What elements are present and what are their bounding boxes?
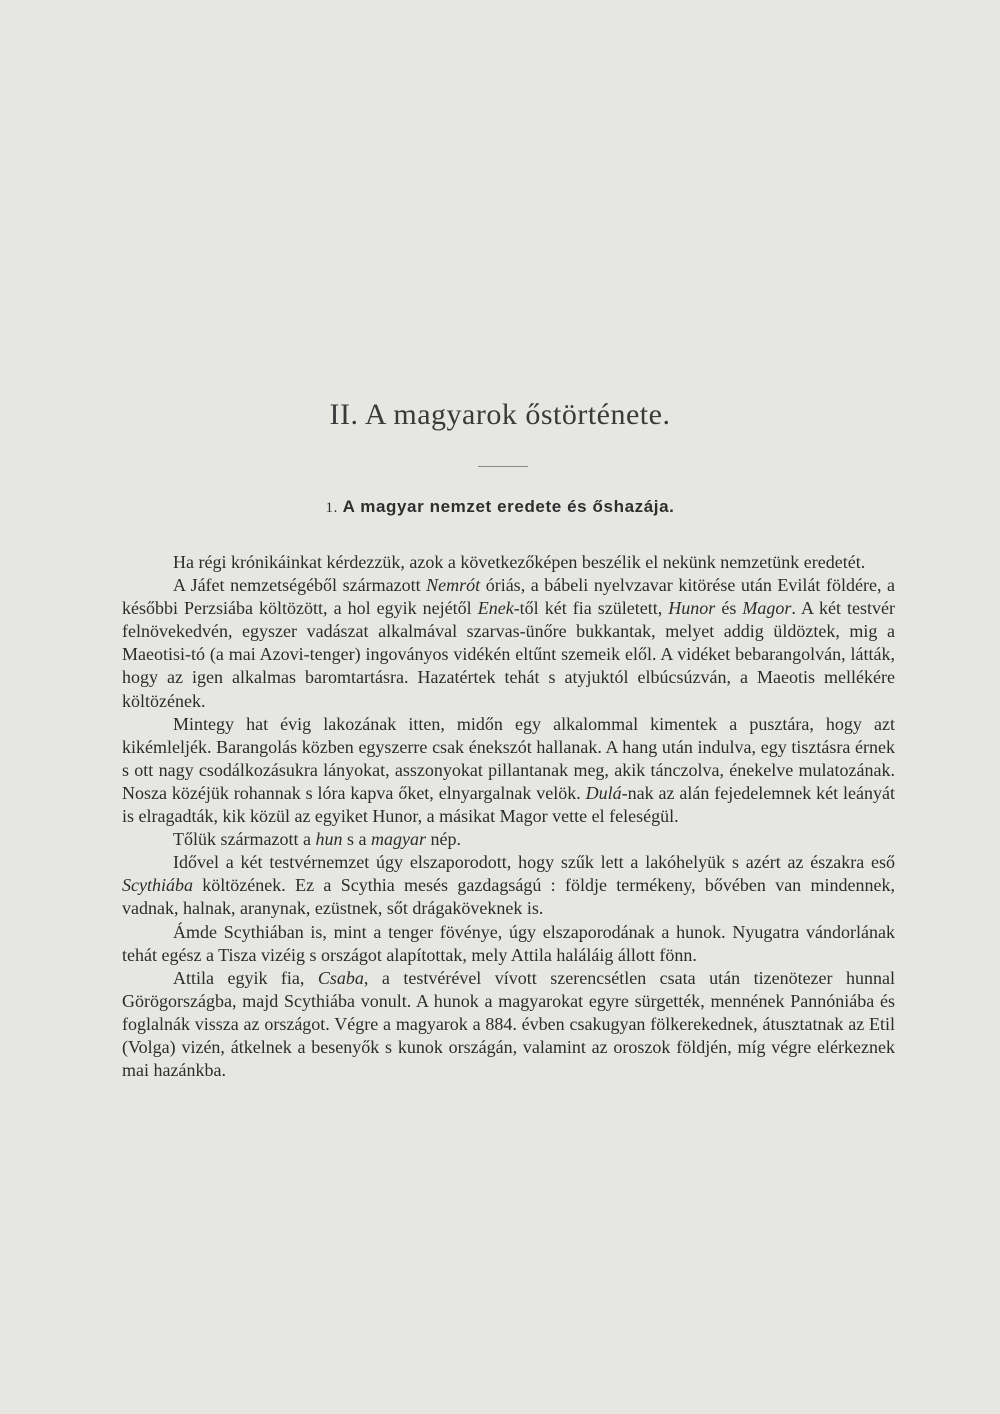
paragraph: [122, 828, 895, 851]
paragraph: [122, 967, 895, 1082]
italic-term: Hunor: [668, 598, 716, 619]
italic-term: Csaba: [317, 967, 364, 988]
text-run: Attila egyik fia,: [173, 967, 318, 988]
italic-term: Scythiába: [122, 875, 193, 896]
italic-term: Nemrót: [426, 575, 481, 596]
italic-term: hun: [315, 829, 343, 850]
italic-term: Enek: [477, 598, 514, 619]
text-run: s a: [342, 829, 371, 850]
text-run: A Jáfet nemzetségéből származott: [173, 575, 427, 596]
text-run: Mintegy hat évig lakozának itten, midőn egy alkalommal kimentek a pusztára, hogy azt kikémleljék. Barangolás közben egyszerre csak énekszót hallanak. A hang után indulva, egy tisztásra érnek s ott nagy csodálkozásukra lányokat, asszonyokat pillantanak meg, akik tánczolva, énekelve mulatozának. Nosza közéjük rohannak s lóra kapva őket, elnyargalnak velök.: [122, 713, 895, 803]
text-run: óriás, a bábeli nyelvzavar kitörése után Evilát földére, a későbbi Perzsiába költözött, a hol egyik nejétől: [122, 575, 895, 619]
text-run: nép.: [425, 829, 461, 850]
text-run: Idővel a két testvérnemzet úgy elszaporodott, hogy szűk lett a lakóhelyük s azért az északra eső: [173, 852, 895, 873]
italic-term: magyar: [370, 829, 426, 850]
title-divider: [478, 466, 528, 467]
italic-term: Dulá: [585, 782, 622, 803]
paragraph: [122, 921, 895, 967]
text-run: költözének. Ez a Scythia mesés gazdagságú : földje termékeny, bővében van mindennek, vadnak, halnak, aranynak, ezüstnek, sőt drágaköveknek is.: [122, 875, 895, 919]
section-title: A magyar nemzet eredete és őshazája.: [342, 497, 675, 516]
paragraph: [122, 851, 895, 920]
text-run: -nak az alán fejedelemnek két leányát is elragadták, kik közül az egyiket Hunor, a másikat Magor vette el feleségül.: [122, 782, 895, 827]
body-text: [122, 551, 895, 1082]
text-run: , a testvérével vívott szerencsétlen csata után tizenötezer hunnal Görögországba, majd Scythiába vonult. A hunok a magyarokat egyre sürgették, mennének Pannóniába és foglalnák vissza az országot. Végre a magyarok a 884. évben csakugyan fölkerekednek, átusztatnak az Etil (Volga) vizén, átkelnek a besenyők s kunok országán, valamint az oroszok földjén, míg végre elérkeznek mai hazánkba.: [122, 967, 895, 1081]
text-run: Tőlük származott a: [173, 829, 316, 850]
text-run: és: [715, 598, 743, 619]
section-number: 1.: [325, 500, 338, 516]
text-run: . A két testvér felnövekedvén, egyszer vadászat alkalmával szarvas-ünőre bukkantak, melyet addig üldöztek, mig a Maeotisi-tó (a mai Azovi-tenger) ingoványos vidékén eltűnt szemeik elől. A vidéket bebarangolván, látták, hogy az igen alkalmas baromtartásra. Hazatértek tehát s atyjuktól elbúcsúzván, a Maeotis mellékére költözének.: [122, 598, 895, 711]
section-heading: [0, 497, 1000, 517]
text-run: -től két fia született,: [513, 598, 669, 619]
chapter-title: II. A magyarok őstörténete.: [329, 398, 671, 431]
paragraph: [122, 574, 895, 713]
text-run: Ámde Scythiában is, mint a tenger fövénye, úgy elszaporodának a hunok. Nyugatra vándorlának tehát egész a Tisza vizéig s országot alapítottak, mely Attila haláláig állott fönn.: [122, 921, 895, 965]
italic-term: Magor: [742, 598, 792, 619]
paragraph: [122, 551, 895, 574]
paragraph: [122, 713, 895, 828]
text-run: Ha régi krónikáinkat kérdezzük, azok a következőképen beszélik el nekünk nemzetünk eredetét.: [173, 552, 866, 572]
